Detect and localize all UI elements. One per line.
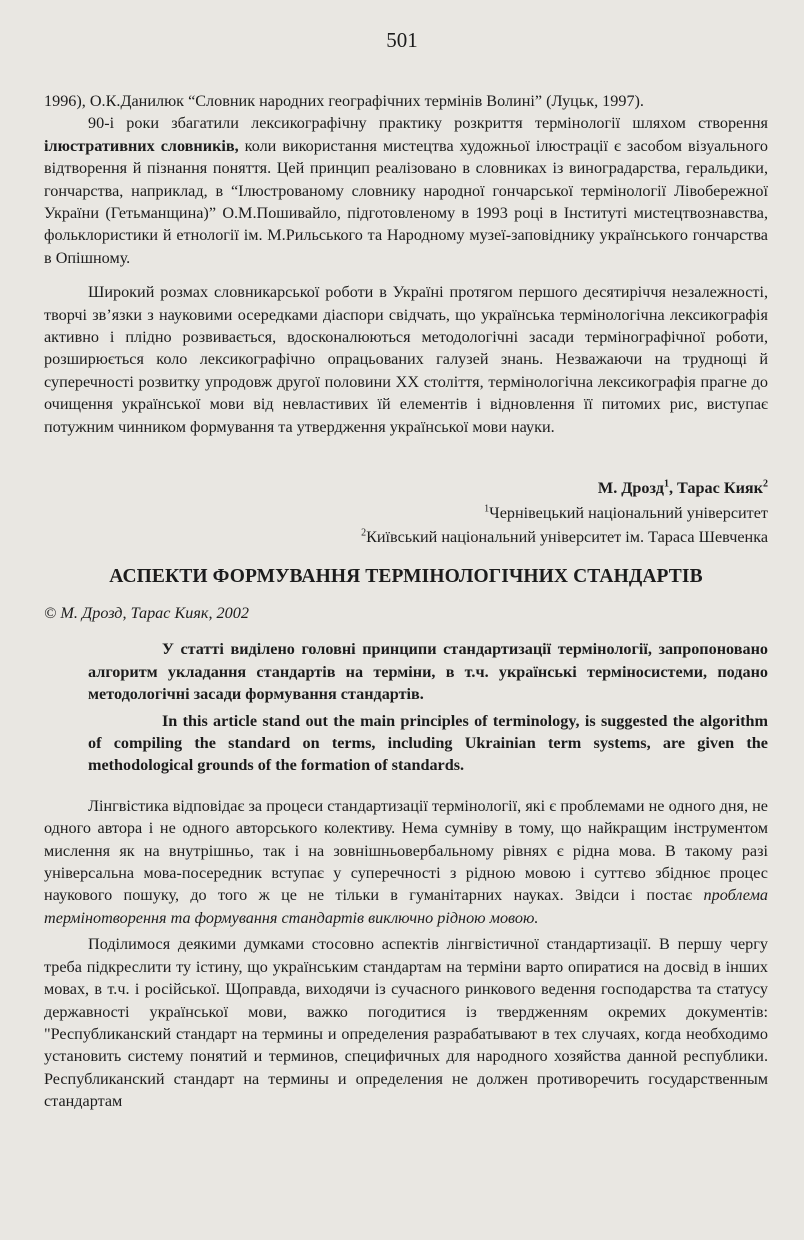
- p4-italic: проблема термінотворення та формування стандартів виключно рідною мовою.: [44, 886, 768, 927]
- affiliation-2-sup: 2: [361, 527, 367, 539]
- paragraph-illustrated-dictionaries: [44, 112, 768, 269]
- paragraph-standardization: Поділимося деякими думками стосовно аспектів лінгвістичної стандартизації. В першу чергу треба підкреслити ту істину, що українським стандартам на терміни варто опиратися на досвід в інших мовах, в т.ч. і російської. Щоправда, виходячи із сучасного ринкового ведення господарства та статусу державності української мови, важко погодитися із твердженням окремих документів: "Республиканский стандарт на термины и определения разрабатывают в тех случаях, когда необходимо установить систему понятий и терминов, специфичных для народного хозяйства данной республики. Республиканский стандарт на термины и определения не должен противоречить государственным стандартам: [44, 935, 768, 1111]
- affiliation-2-text: Київський національний університет ім. Тараса Шевченка: [366, 528, 768, 547]
- article-title: АСПЕКТИ ФОРМУВАННЯ ТЕРМІНОЛОГІЧНИХ СТАНДАРТІВ: [109, 565, 703, 587]
- paragraph-continued: 1996), О.К.Данилюк “Словник народних географічних термінів Волині” (Луцьк, 1997).: [44, 92, 644, 110]
- authors-block: [44, 476, 768, 550]
- author-separator: ,: [668, 479, 678, 498]
- author-1-sup: 1: [663, 478, 669, 490]
- p4-text: Лінгвістика відповідає за процеси стандартизації термінології, які є проблемами не одного дня, не одного автора і не одного авторського колективу. Нема сумніву в тому, що найкращим інструментом мислення як на внутрішньо, так і на зовнішньовербальному рівнях є рідна мова. В такому разі універсальна мова-посередник вступає у суперечності з рідною мовою і суттєво збіднює процес наукового пошуку, до того ж це не тільки в гуманітарних науках. Звідси і постає: [44, 796, 768, 905]
- affiliation-1-text: Чернівецький національний університет: [489, 503, 768, 522]
- abstract-english: In this article stand out the main principles of terminology, is suggested the algorithm of compiling the standard on terms, including Ukrainian term systems, are given the methodological grounds of the formation of standards.: [88, 711, 768, 775]
- author-1: М. Дрозд: [597, 479, 664, 498]
- copyright-line: © М. Дрозд, Тарас Кияк, 2002: [44, 604, 249, 622]
- author-names: [44, 476, 768, 501]
- page-body: [44, 90, 768, 1113]
- author-2: Тарас Кияк: [677, 479, 763, 498]
- affiliation-1: [44, 501, 768, 526]
- p2-text-start: 90-і роки збагатили лексикографічну практику розкриття термінології шляхом створення: [88, 114, 768, 133]
- page-number: 501: [386, 28, 418, 52]
- abstract-ukrainian: У статті виділено головні принципи стандартизації термінології, запропоновано алгоритм укладання стандартів на терміни, в т.ч. українські терміносистеми, подано методологічні засади формування стандартів.: [88, 640, 768, 704]
- paragraph-lexicography-scope: Широкий розмах словникарської роботи в Україні протягом першого десятиріччя незалежності, творчі зв’язки з науковими осередками діаспори свідчать, що українська термінологічна лексикографія активно і плідно розвивається, вдосконалюються методологічні засади термінографічної роботи, розширюється коло лексикографічно опрацьованих галузей знань. Незважаючи на труднощі й суперечності розвитку упродовж другої половини XX століття, термінологічна лексикографія прагне до очищення української мови від невластивих їй елементів і відновлення її питомих рис, виступає потужним чинником формування та утвердження української мови науки.: [44, 283, 768, 436]
- author-2-sup: 2: [763, 478, 768, 490]
- paragraph-linguistics: [44, 795, 768, 929]
- p2-text-end: коли використання мистецтва художньої ілюстрації є засобом візуального відтворення й пізнання поняття. Цей принцип реалізовано в словниках із виноградарства, геральдики, гончарства, наприклад, в “Ілюстрованому словнику народної гончарської термінології Лівобережної України (Гетьманщина)” О.М.Пошивайло, підготовленому в 1993 році в Інституті мистецтвознавства, фольклористики й етнології ім. М.Рильського та Народному музеї-заповіднику українського гончарства в Опішному.: [44, 136, 768, 267]
- affiliation-2: [44, 525, 768, 550]
- p2-bold-term: ілюстративних словників,: [44, 136, 239, 155]
- affiliation-1-sup: 1: [484, 503, 490, 515]
